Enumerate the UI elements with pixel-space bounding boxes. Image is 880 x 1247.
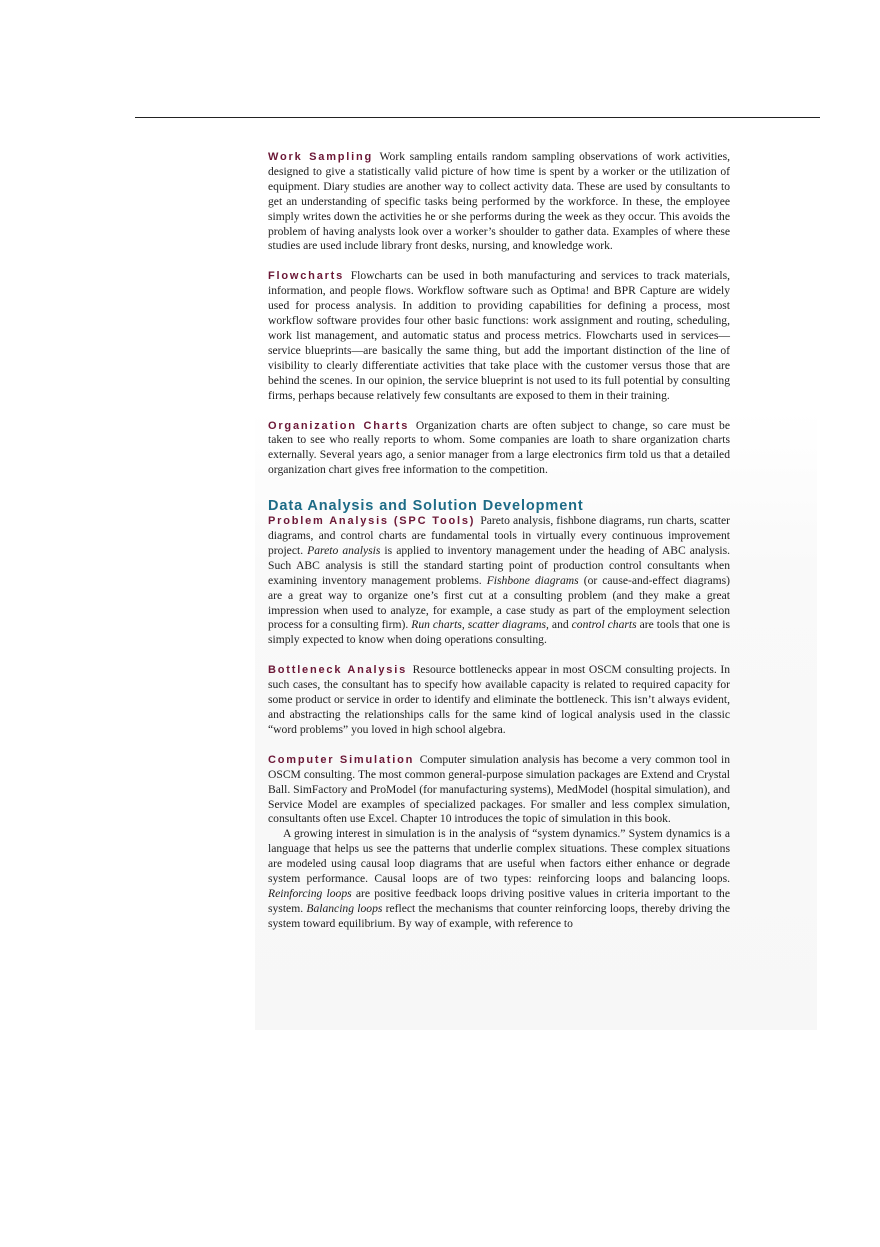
italic-term: Balancing loops — [306, 901, 383, 915]
italic-term: Pareto analysis — [307, 543, 381, 557]
paragraph-text: Resource bottlenecks appear in most OSCM consulting projects. In such cases, the consultant has to specify how available capacity is related to required capacity for some product or service in order to identify and eliminate the bottleneck. This isn’t always evident, and abstracting the relationships calls for the same kind of logical analysis used in the classic “word problems” you loved in high school algebra. — [268, 663, 730, 736]
italic-term: Run charts, scatter diagrams, — [411, 618, 549, 632]
page-body — [268, 150, 730, 932]
paragraph-text: Computer simulation analysis has become a very common tool in OSCM consulting. The most common general-purpose simulation packages are Extend and Crystal Ball. SimFactory and ProModel (for manufacturing systems), MedModel (hospital simulation), and Service Model are examples of specialized packages. For smaller and less complex simulation, consultants often use Excel. Chapter 10 introduces the topic of simulation in this book. — [268, 752, 730, 826]
paragraph-text: Organization charts are often subject to change, so care must be taken to see who really reports to whom. Some companies are loath to share organization charts externally. Several years ago, a senior manager from a large electronics firm told us that a detailed organization chart gives free information to the competition. — [268, 418, 730, 477]
run-in-heading: Organization Charts — [268, 419, 410, 432]
paragraph-work-sampling — [268, 150, 730, 254]
text-run: is applied to inventory management under the heading of ABC analysis. Such ABC analysis is still the standard starting point of production control consultants when examining inventory management problems. — [268, 543, 730, 587]
paragraph-problem-analysis — [268, 514, 730, 648]
run-in-heading: Computer Simulation — [268, 753, 415, 766]
paragraph-organization-charts — [268, 419, 730, 479]
paragraph-text: Work sampling entails random sampling observations of work activities, designed to give a statistically valid picture of how time is spent by a worker or the utilization of equipment. Diary studies are another way to collect activity data. These are used by consultants to get an understanding of specific tasks being performed by the workforce. In these, the employee simply writes down the activities he or she performs during the week as they occur. This avoids the problem of having analysts look over a worker’s shoulder to gather data. Examples of where these studies are used include library front desks, nursing, and knowledge work. — [268, 150, 730, 253]
run-in-heading: Work Sampling — [268, 151, 374, 163]
run-in-heading: Bottleneck Analysis — [268, 664, 408, 677]
text-run: reflect the mechanisms that counter reinforcing loops, thereby driving the system toward equilibrium. By way of example, with reference to — [268, 901, 730, 930]
italic-term: Fishbone diagrams — [486, 573, 579, 587]
text-run: (or cause-and-effect diagrams) are a great way to organize one’s first cut at a consulting problem (and they make a great impression when used to analyze, for example, a case study as part of the employment selection process for a consulting firm). — [268, 573, 730, 632]
text-run: A growing interest in simulation is in the analysis of “system dynamics.” System dynamics is a language that helps us see the patterns that underlie complex situations. These complex situations are modeled using causal loop diagrams that are useful when factors either enhance or degrade system performance. Causal loops are of two types: reinforcing loops and balancing loops. — [268, 827, 730, 886]
paragraph-text: Flowcharts can be used in both manufacturing and services to track materials, information, and people flows. Workflow software such as Optima! and BPR Capture are widely used for process analysis. In addition to providing capabilities for defining a process, most workflow software provides four other basic functions: work assignment and routing, scheduling, work list management, and automatic status and process metrics. Flowcharts used in services—service blueprints—are basically the same thing, but add the important distinction of the line of visibility to clearly differentiate activities that take place with the customer versus those that are behind the scenes. In our opinion, the service blueprint is not used to its full potential by consulting firms, perhaps because relatively few consultants are exposed to them in their training. — [268, 269, 730, 402]
paragraph-computer-simulation — [268, 753, 730, 828]
header-rule — [135, 117, 820, 118]
paragraph-flowcharts — [268, 269, 730, 403]
text-run: Pareto analysis, fishbone diagrams, run charts, scatter diagrams, and control charts are fundamental tools in virtually every continuous improvement project. — [268, 514, 730, 557]
italic-term: control charts — [571, 618, 637, 632]
run-in-heading: Problem Analysis (SPC Tools) — [268, 515, 476, 528]
paragraph-system-dynamics — [268, 827, 730, 931]
paragraph-bottleneck-analysis — [268, 663, 730, 738]
text-run: are positive feedback loops driving positive values in criteria important to the system. — [268, 886, 731, 915]
section-heading: Data Analysis and Solution Development — [268, 498, 584, 515]
italic-term: Reinforcing loops — [268, 886, 352, 900]
text-run: and — [548, 618, 572, 632]
run-in-heading: Flowcharts — [268, 270, 345, 283]
text-run: are tools that one is simply expected to know when doing operations consulting. — [268, 618, 731, 647]
